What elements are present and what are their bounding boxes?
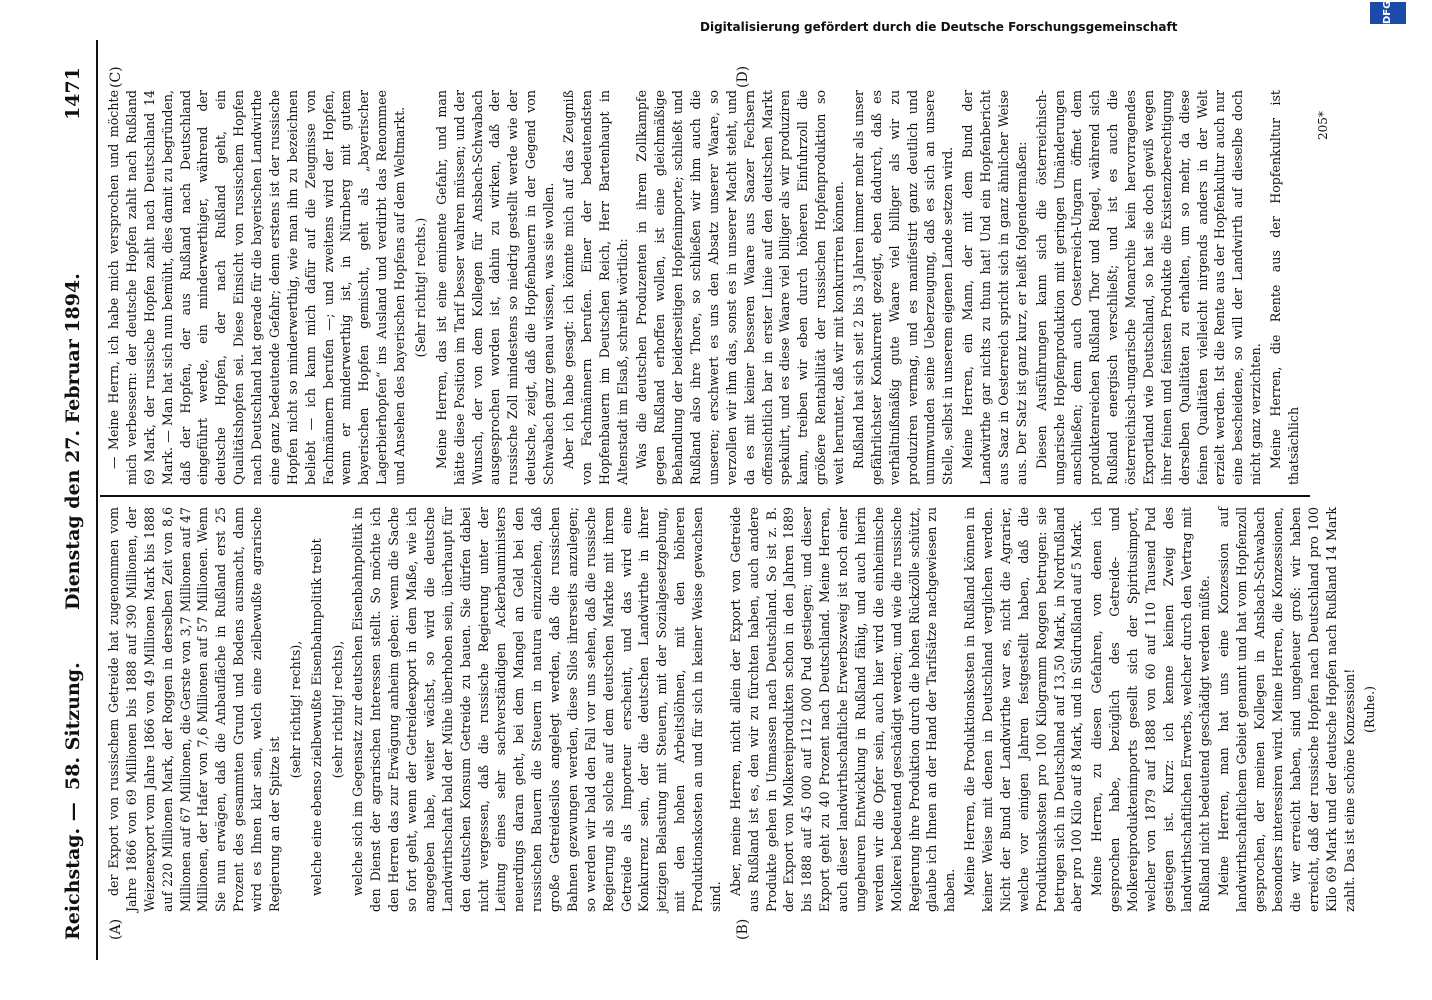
page-header [58, 60, 92, 940]
margin-marker-a: (A) [108, 918, 124, 940]
interjection: (sehr richtig! rechts), [287, 640, 303, 779]
paragraph: Meine Herren, die Rente aus der Hopfenkultur ist thatsächlich [1268, 90, 1301, 485]
paragraph: Diesen Ausführungen kann sich die österreichisch-ungarische Hopfenproduktion mit geringen Umänderungen anschließen; denn auch Oesterreich-Ungarn öffnet dem produktenreichen Rußland Thor und Riegel, während sich Rußland energisch verschließt; und ist es auch die österreichisch-ungarische Monarchie kein hervorragendes Exportland wie Deutschland, so hat sie doch gewiß wegen ihrer feinen und feinsten Produkte die Existenzberechtigung derselben Qualitäten zu erhalten, um so mehr, da diese feinen Qualitäten vielleicht nirgends anders in der Welt erzielt werden. Ist die Rente aus der Hopfenkultur auch nur eine bescheidene, so will der Landwirth auf dieselbe doch nicht ganz verzichten. [1033, 90, 1264, 485]
margin-marker-c: (C) [108, 66, 124, 88]
paragraph: welche eine ebenso zielbewußte Eisenbahnpolitik treibt [308, 538, 324, 896]
left-column [105, 507, 1378, 912]
paragraph: der Export von russischem Getreide hat zugenommen vom Jahre 1866 von 69 Millionen bis 1888 auf 390 Millionen, der Weizenexport vom Jahre 1866 von 49 Millionen Mark bis 1888 auf 220 Millionen Mark, der Roggen in derselben Zeit von 8,6 Millionen auf 67 Millionen, die Gerste von 3,7 Millionen auf 47 Millionen, der Hafer von 7,6 Millionen auf 57 Millionen. Wenn Sie nun erwägen, daß die Anbaufläche in Rußland erst 25 Prozent des gesammten Grund und Bodens ausmacht, dann wird es Ihnen klar sein, welch eine zielbewußte agrarische Regierung an der Spitze ist [106, 507, 282, 912]
dfg-logo-icon: DFG [1370, 2, 1406, 24]
header-session: 58. Sitzung. [62, 662, 84, 790]
page-number: 1471 [62, 67, 84, 120]
signature-mark: 205* [1316, 111, 1330, 140]
digitization-note: Digitalisierung gefördert durch die Deutsche Forschungsgemeinschaft [700, 20, 1178, 34]
paragraph: welche sich im Gegensatz zur deutschen Eisenbahnpolitik in den Dienst der agrarischen Interessen stellt. So möchte ich den Herren das zur Erwägung anheim geben: wenn die Sache so fort geht, wenn der Getreideexport in dem Maße, wie ich angegeben habe, weiter wächst, so wird die deutsche Landwirthschaft bald der Mühe überhoben sein, überhaupt für den deutschen Konsum Getreide zu bauen. Sie dürfen dabei nicht vergessen, daß die russische Regierung unter der Leitung eines sehr sachverständigen Ackerbauministers neuerdings daran geht, bei dem Mangel an Geld bei den russischen Bauern die Steuern in natura einzuziehen, daß große Getreidesilos angelegt werden, daß die russischen Bahnen gezwungen werden, diese Silos ihrerseits anzulegen; so werden wir bald den Fall vor uns sehen, daß die russische Regierung als solche auf dem deutschen Markte mit ihrem Getreide als Importeur erscheint, und das wird eine Konkurrenz sein, der die deutschen Landwirthe in ihrer jetzigen Belastung mit Steuern, mit der Sozialgesetzgebung, mit den hohen Arbeitslöhnen, mit den höheren Produktionskosten an und für sich in keiner Weise gewachsen sind. [350, 507, 723, 912]
right-column [105, 90, 1305, 485]
paragraph: Aber, meine Herren, nicht allein der Export von Getreide aus Rußland ist es, den wir zu fürchten haben, auch andere Produkte gehen in Unmassen nach Deutschland. So ist z. B. der Export von Molkereiprodukten schon in den Jahren 1889 bis 1888 auf 45 000 auf 112 000 Pud gestiegen; und dieser Export geht zu 40 Prozent nach Deutschland. Meine Herren, auch dieser landwirthschaftliche Erwerbszweig ist noch einer ungeheuren Entwicklung in Rußland fähig, und auch hierin werden wir die Opfer sein, auch hier wird die einheimische Molkerei bedeutend geschädigt werden; und wie die russische Regierung ihre Produktion durch die hohen Rückzölle schützt, glaube ich Ihnen an der Hand der Tarifsätze nachgewiesen zu haben. [727, 507, 958, 912]
interjection: (Sehr richtig! rechts.) [412, 217, 428, 358]
interjection: (Ruhe.) [1362, 686, 1378, 733]
header-date: Dienstag den 27. Februar 1894. [62, 273, 84, 610]
margin-marker-b: (B) [735, 918, 751, 940]
paragraph: Meine Herren, man hat uns eine Konzession auf landwirthschaftlichem Gebiet genannt und hat vom Hopfenzoll gesprochen, der meinen Kollegen in Ansbach-Schwabach besonders interessiren wird. Meine Herren, die Konzessionen, die wir erreicht haben, sind ungeheuer groß: wir haben erreicht, daß der russische Hopfen nach Deutschland pro 100 Kilo 69 Mark und der deutsche Hopfen nach Rußland 14 Mark zahlt. Das ist eine schöne Konzession! [1216, 507, 1357, 912]
paragraph: Meine Herren, ein Mann, der mit dem Bund der Landwirthe gar nichts zu thun hat! Und ein Hopfenbericht aus Saaz in Oesterreich spricht sich in ganz ähnlicher Weise aus. Der Satz ist ganz kurz, er heißt folgendermaßen: [960, 90, 1029, 485]
paragraph: Rußland hat sich seit 2 bis 3 Jahren immer mehr als unser gefährlichster Konkurrent gezeigt, eben dadurch, daß es verhältnißmäßig gute Waare viel billiger als wir zu produziren vermag, und es manifestirt ganz deutlich und unumwunden seine Ueberzeugung, daß es sich an unsere Stelle, selbst in unserem eigenen Lande setzen wird. [850, 90, 956, 485]
paragraph: — Meine Herrn, ich habe mich versprochen und möchte mich verbessern: der deutsche Hopfen zahlt nach Rußland 69 Mark, der russische Hopfen zahlt nach Deutschland 14 Mark. — Man hat sich nun bemüht, dies damit zu begründen, daß der Hopfen, der aus Rußland nach Deutschland eingeführt werde, ein minderwerthiger, während der deutsche Hopfen, der nach Rußland geht, ein Qualitätshopfen sei. Diese Einsicht von russischem Hopfen nach Deutschland hat gerade für die bayerischen Landwirthe eine ganz bedeutende Gefahr; denn erstens ist der russische Hopfen nicht so minderwerthig, wie man ihn zu bezeichnen beliebt — ich kann mich dafür auf die Zeugnisse von Fachmännern berufen —; und zweitens wird der Hopfen, wenn er minderwerthig ist, in Nürnberg mit gutem bayerischen Hopfen gemischt, geht als „bayerischer Lagerbierhopfen“ ins Ausland und verdirbt das Renommee und Ansehen des bayerischen Hopfens auf dem Weltmarkt. [106, 90, 407, 485]
paragraph: Was die deutschen Produzenten in ihrem Zollkampfe gegen Rußland erhoffen wollen, ist eine gleichmäßige Behandlung der beiderseitigen Hopfenimporte; schließt und Rußland also ihre Thore, so schließen wir ihm auch die unseren; erschwert es uns den Absatz unserer Waare, so verzollen wir ihm das, sonst es in unserer Macht steht, und da es mit keiner besseren Waare aus Saazer Fechsern offensichtlich bar in erster Linie auf den deutschen Markt spekulirt, und es diese Waare viel billiger als wir produziren kann, treiben wir eben durch höheren Einfuhrzoll die größere Rentabilität der russischen Hopfenproduktion so weit herunter, daß wir mit konkurriren können. [634, 90, 846, 485]
interjection: (sehr richtig! rechts), [329, 640, 345, 779]
margin-marker-d: (D) [735, 65, 751, 88]
paragraph: Meine Herren, die Produktionskosten in Rußland können in keiner Weise mit denen in Deutschland verglichen werden. Nicht der Bund der Landwirthe war es, nicht die Agrarier, welche vor einigen Jahren festgestellt haben, daß die Produktionskosten pro 100 Kilogramm Roggen betrugen: sie betrugen sich in Deutschland auf 13,50 Mark, in Nordrußland aber pro 100 Kilo auf 8 Mark, und in Südrußland auf 5 Mark. [962, 507, 1085, 912]
header-left: Reichstag. — [62, 802, 84, 940]
paragraph: Meine Herren, das ist eine eminente Gefahr, und man hätte diese Position im Tarif besser wahren müssen; und der Wunsch, der von dem Kollegen für Ansbach-Schwabach ausgesprochen worden ist, dahin zu wirken, daß der russische Zoll mindestens so niedrig gestellt werde wie der deutsche, zeigt, daß die Hopfenbauern in der Gegend von Schwabach ganz genau wissen, was sie wollen. [433, 90, 556, 485]
paragraph: Aber ich habe gesagt: ich könnte mich auf das Zeugniß von Fachmännern berufen. Einer der bedeutendsten Hopfenbauern im Deutschen Reich, Herr Bartenhaupt in Altenstadt im Elsaß, schreibt wörtlich: [560, 90, 630, 485]
header-rule [96, 40, 98, 960]
column-rule [100, 495, 1310, 497]
paragraph: Meine Herren, zu diesen Gefahren, von denen ich gesprochen habe, bezüglich des Getreide- und Molkereiproduktenimports gesellt sich der Spiritusimport, welcher von 1879 auf 1888 von 60 auf 110 Tausend Pud gestiegen ist. Kurz: ich kenne keinen Zweig des landwirthschaftlichen Erwerbs, welcher durch den Vertrag mit Rußland nicht bedeutend geschädigt werden müßte. [1089, 507, 1212, 912]
